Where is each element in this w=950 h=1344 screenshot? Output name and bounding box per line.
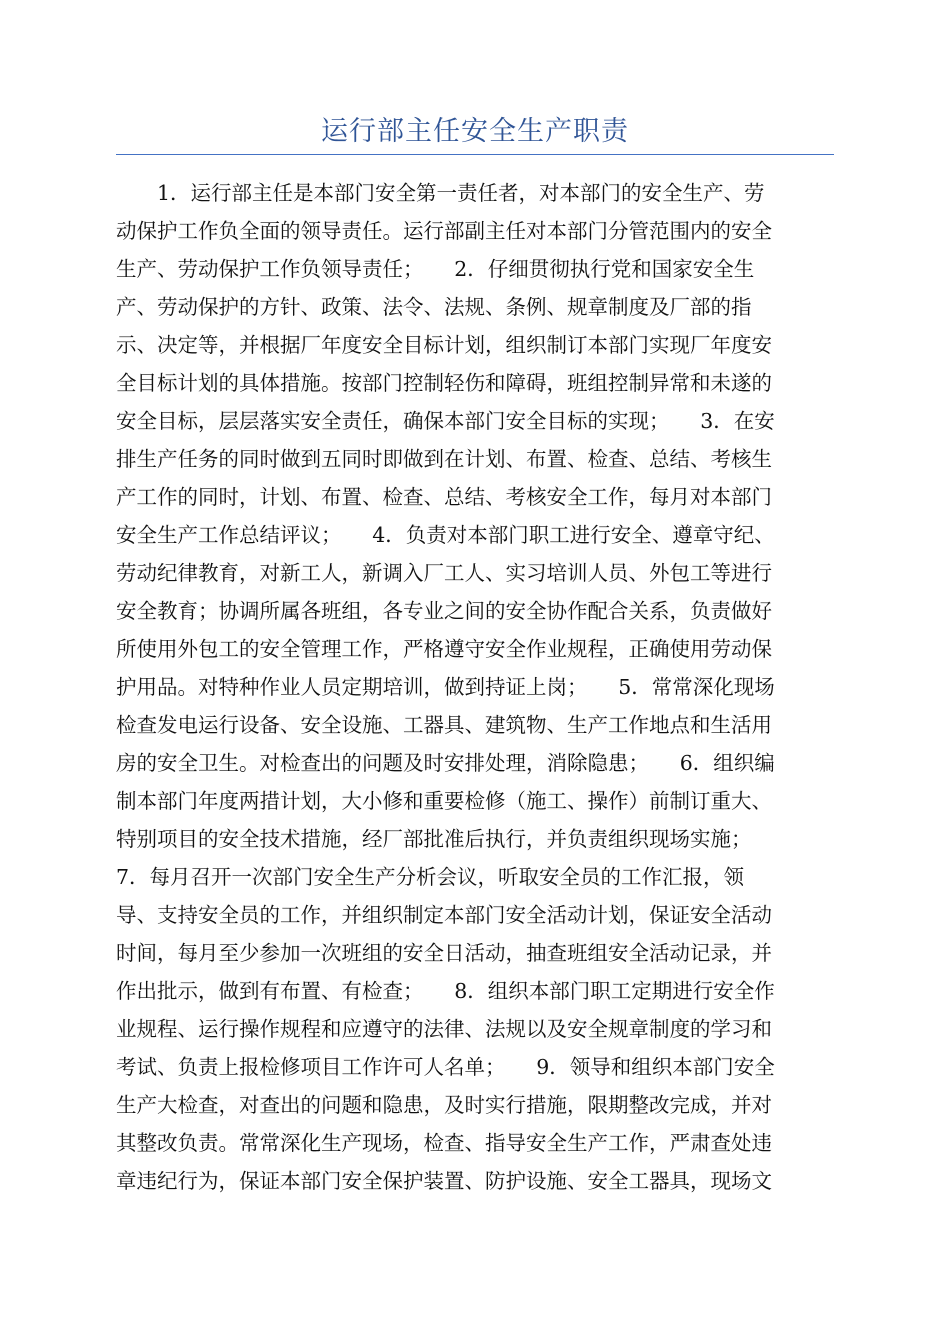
body-line: 安全生产工作总结评议； 4．负责对本部门职工进行安全、遵章守纪、	[116, 523, 775, 547]
body-line: 产工作的同时，计划、布置、检查、总结、考核安全工作，每月对本部门	[116, 485, 772, 509]
body-line: 考试、负责上报检修项目工作许可人名单； 9．领导和组织本部门安全	[116, 1055, 775, 1079]
body-line: 1．运行部主任是本部门安全第一责任者，对本部门的安全生产、劳	[116, 181, 765, 205]
body-line: 劳动纪律教育，对新工人，新调入厂工人、实习培训人员、外包工等进行	[116, 561, 772, 585]
body-line: 安全教育；协调所属各班组，各专业之间的安全协作配合关系，负责做好	[116, 599, 772, 623]
body-line: 7．每月召开一次部门安全生产分析会议，听取安全员的工作汇报，领	[116, 865, 745, 889]
body-line: 特别项目的安全技术措施，经厂部批准后执行，并负责组织现场实施；	[116, 827, 752, 851]
body-line: 排生产任务的同时做到五同时即做到在计划、布置、检查、总结、考核生	[116, 447, 772, 471]
body-line: 其整改负责。常常深化生产现场，检查、指导安全生产工作，严肃查处违	[116, 1131, 772, 1155]
body-line: 生产、劳动保护工作负领导责任； 2．仔细贯彻执行党和国家安全生	[116, 257, 755, 281]
body-line: 章违纪行为，保证本部门安全保护装置、防护设施、安全工器具，现场文	[116, 1169, 772, 1193]
body-line: 作出批示，做到有布置、有检查； 8．组织本部门职工定期进行安全作	[116, 979, 775, 1003]
body-line: 制本部门年度两措计划，大小修和重要检修（施工、操作）前制订重大、	[116, 789, 772, 813]
body-line: 所使用外包工的安全管理工作，严格遵守安全作业规程，正确使用劳动保	[116, 637, 772, 661]
body-line: 安全目标，层层落实安全责任，确保本部门安全目标的实现； 3．在安	[116, 409, 775, 433]
body-line: 生产大检查，对查出的问题和隐患，及时实行措施，限期整改完成，并对	[116, 1093, 772, 1117]
body-line: 动保护工作负全面的领导责任。运行部副主任对本部门分管范围内的安全	[116, 219, 772, 243]
body-text	[116, 174, 834, 1200]
body-line: 房的安全卫生。对检查出的问题及时安排处理，消除隐患； 6．组织编	[116, 751, 775, 775]
body-line: 业规程、运行操作规程和应遵守的法律、法规以及安全规章制度的学习和	[116, 1017, 772, 1041]
body-line: 护用品。对特种作业人员定期培训，做到持证上岗； 5．常常深化现场	[116, 675, 775, 699]
body-line: 示、决定等，并根据厂年度安全目标计划，组织制订本部门实现厂年度安	[116, 333, 772, 357]
body-line: 全目标计划的具体措施。按部门控制轻伤和障碍，班组控制异常和未遂的	[116, 371, 772, 395]
body-line: 产、劳动保护的方针、政策、法令、法规、条例、规章制度及厂部的指	[116, 295, 752, 319]
body-line: 时间，每月至少参加一次班组的安全日活动，抽查班组安全活动记录，并	[116, 941, 772, 965]
page-title: 运行部主任安全生产职责	[321, 116, 629, 147]
body-line: 检查发电运行设备、安全设施、工器具、建筑物、生产工作地点和生活用	[116, 713, 772, 737]
title-underline	[116, 154, 834, 155]
body-line: 导、支持安全员的工作，并组织制定本部门安全活动计划，保证安全活动	[116, 903, 772, 927]
